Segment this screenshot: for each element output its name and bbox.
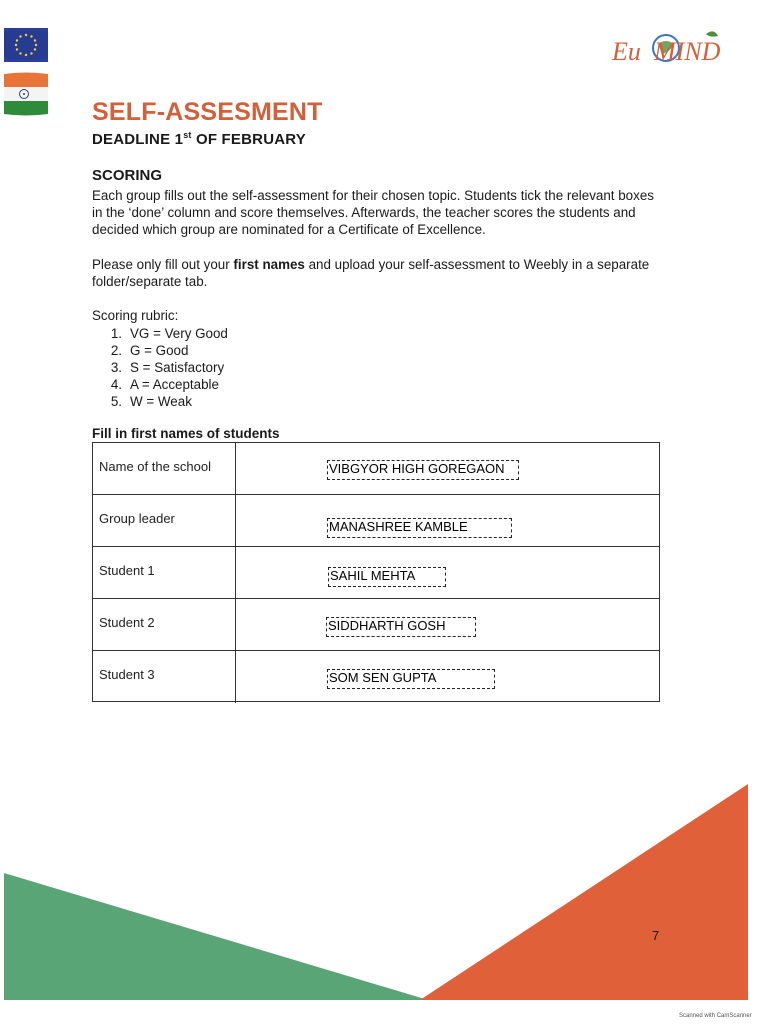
row-label: Group leader [99,511,175,526]
student-3-field[interactable]: SOM SEN GUPTA [327,669,495,689]
green-triangle [4,873,428,1000]
row-label: Student 3 [99,667,155,682]
row-label: Student 2 [99,615,155,630]
rubric-heading: Scoring rubric: [92,308,179,323]
students-table-heading: Fill in first names of students [92,426,280,441]
school-name-field[interactable]: VIBGYOR HIGH GOREGAON [327,460,519,480]
scoring-heading: SCORING [92,167,163,184]
deadline-heading: DEADLINE 1st OF FEBRUARY [92,130,306,148]
group-leader-field[interactable]: MANASHREE KAMBLE [327,518,512,538]
svg-text:MIND: MIND [654,37,720,66]
rubric-item: 5. W = Weak [110,394,192,409]
svg-text:Eu: Eu [612,37,641,66]
scanner-watermark: Scanned with CamScanner [679,1013,752,1019]
scoring-instructions: Each group fills out the self-assessment for their chosen topic. Students tick the relevant boxes in the ‘done’ column and score themselves. Afterwards, the teacher scores the students and decided which group are nominated for a Certificate of Excellence. [92,188,654,237]
rubric-item: 4. A = Acceptable [110,377,219,392]
rubric-item: 1. VG = Very Good [110,326,228,341]
upload-instructions: Please only fill out your first names and upload your self-assessment to Weebly in a separate folder/separate tab. [92,257,650,289]
page-number: 7 [652,928,660,943]
row-label: Student 1 [99,563,155,578]
orange-triangle [420,784,748,1000]
student-2-field[interactable]: SIDDHARTH GOSH [326,617,476,637]
rubric-item: 2. G = Good [110,343,189,358]
student-1-field[interactable]: SAHIL MEHTA [328,567,446,587]
row-label: Name of the school [99,459,212,474]
rubric-item: 3. S = Satisfactory [110,360,225,375]
document-title: SELF-ASSESMENT [92,98,323,126]
